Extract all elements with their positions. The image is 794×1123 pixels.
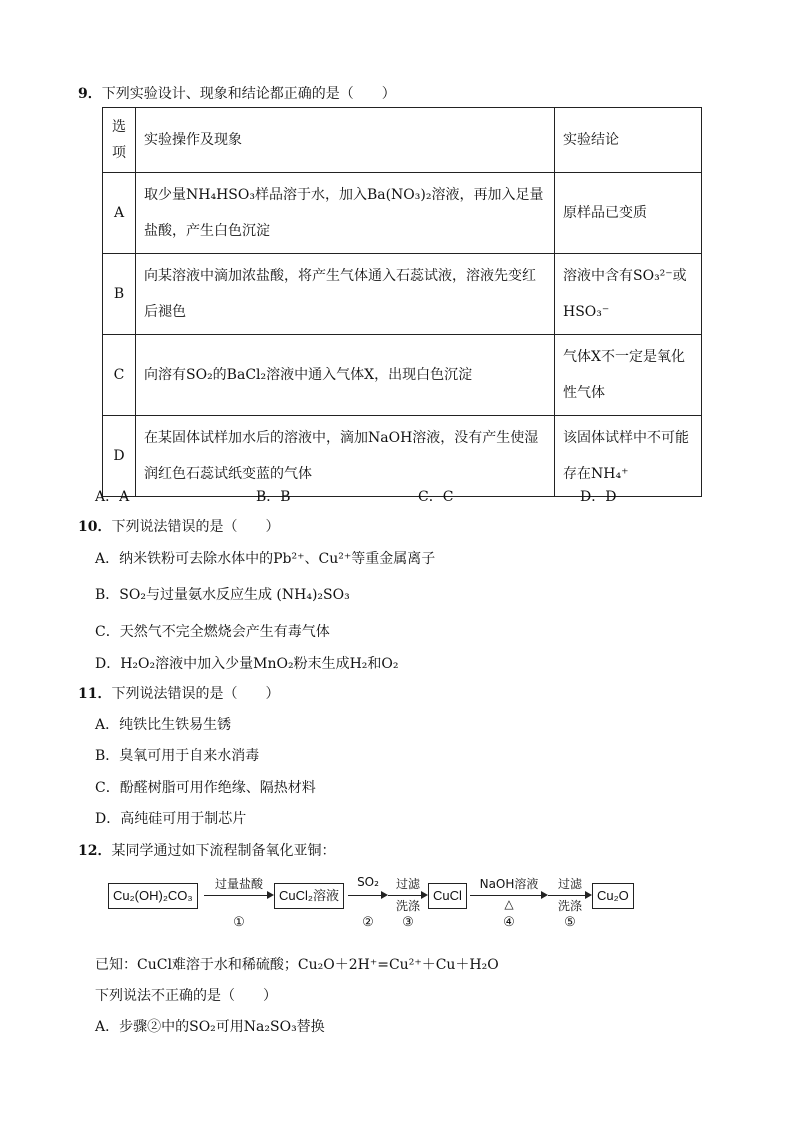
- arrow-head-icon: [381, 891, 388, 899]
- q10-option-b[interactable]: B．SO₂与过量氨水反应生成 (NH₄)₂SO₃: [95, 587, 350, 603]
- table-row: [103, 416, 702, 497]
- q12-known-info: 已知：CuCl难溶于水和稀硫酸；Cu₂O＋2H⁺=Cu²⁺＋Cu＋H₂O: [95, 957, 499, 973]
- row-conclusion: 该固体试样中不可能存在NH₄⁺: [555, 416, 702, 497]
- flow-arrow-5: 过滤 洗涤 ⑤: [548, 875, 592, 935]
- row-conclusion: 气体X不一定是氧化性气体: [555, 335, 702, 416]
- choice-d[interactable]: D．D: [580, 489, 617, 505]
- flow-arrow-2: SO₂ ②: [348, 875, 388, 935]
- table-header-row: [103, 108, 702, 173]
- question-9-stem: 9．下列实验设计、现象和结论都正确的是（ ）: [78, 86, 396, 102]
- q10-option-a[interactable]: A．纳米铁粉可去除水体中的Pb²⁺、Cu²⁺等重金属离子: [95, 551, 436, 567]
- process-flow-diagram: [108, 875, 708, 935]
- q12-option-a[interactable]: A．步骤②中的SO₂可用Na₂SO₃替换: [95, 1019, 325, 1035]
- header-option: 选项: [103, 108, 136, 173]
- row-operation: 向某溶液中滴加浓盐酸，将产生气体通入石蕊试液，溶液先变红后褪色: [136, 254, 555, 335]
- flow-box-cu2o: Cu₂O: [592, 883, 634, 909]
- q11-option-d[interactable]: D．高纯硅可用于制芯片: [95, 811, 247, 827]
- q11-option-c[interactable]: C．酚醛树脂可用作绝缘、隔热材料: [95, 780, 316, 796]
- flow-arrow-1: 过量盐酸 ①: [204, 875, 274, 935]
- q10-option-d[interactable]: D．H₂O₂溶液中加入少量MnO₂粉末生成H₂和O₂: [95, 656, 399, 672]
- q12-question: 下列说法不正确的是（ ）: [95, 988, 277, 1004]
- flow-arrow-3: 过滤 洗涤 ③: [388, 875, 428, 935]
- row-option: C: [103, 335, 136, 416]
- row-operation: 向溶有SO₂的BaCl₂溶液中通入气体X，出现白色沉淀: [136, 335, 555, 416]
- arrow-head-icon: [267, 891, 274, 899]
- experiment-table: [102, 107, 702, 497]
- row-conclusion: 溶液中含有SO₃²⁻或HSO₃⁻: [555, 254, 702, 335]
- question-12-stem: 12．某同学通过如下流程制备氧化亚铜：: [78, 843, 336, 859]
- row-operation: 在某固体试样加水后的溶液中，滴加NaOH溶液，没有产生使湿润红色石蕊试纸变蓝的气体: [136, 416, 555, 497]
- question-10-stem: 10．下列说法错误的是（ ）: [78, 519, 280, 535]
- row-option: A: [103, 173, 136, 254]
- row-conclusion: 原样品已变质: [555, 173, 702, 254]
- row-operation: 取少量NH₄HSO₃样品溶于水，加入Ba(NO₃)₂溶液，再加入足量盐酸，产生白色沉淀: [136, 173, 555, 254]
- header-conclusion: 实验结论: [555, 108, 702, 173]
- row-option: B: [103, 254, 136, 335]
- q11-option-a[interactable]: A．纯铁比生铁易生锈: [95, 717, 232, 733]
- choice-a[interactable]: A．A: [95, 489, 130, 505]
- choice-b[interactable]: B．B: [256, 489, 291, 505]
- flow-box-cucl2-solution: CuCl₂溶液: [274, 883, 344, 909]
- table-row: [103, 335, 702, 416]
- flow-box-cucl: CuCl: [428, 883, 467, 909]
- question-11-stem: 11．下列说法错误的是（ ）: [78, 686, 280, 702]
- q10-option-c[interactable]: C．天然气不完全燃烧会产生有毒气体: [95, 624, 330, 640]
- flow-box-basic-copper-carbonate: Cu₂(OH)₂CO₃: [108, 883, 198, 909]
- table-row: [103, 254, 702, 335]
- header-operation: 实验操作及现象: [136, 108, 555, 173]
- row-option: D: [103, 416, 136, 497]
- flow-arrow-4: NaOH溶液 △ ④: [470, 875, 548, 935]
- q11-option-b[interactable]: B．臭氧可用于自来水消毒: [95, 748, 260, 764]
- choice-c[interactable]: C．C: [418, 489, 454, 505]
- table-row: [103, 173, 702, 254]
